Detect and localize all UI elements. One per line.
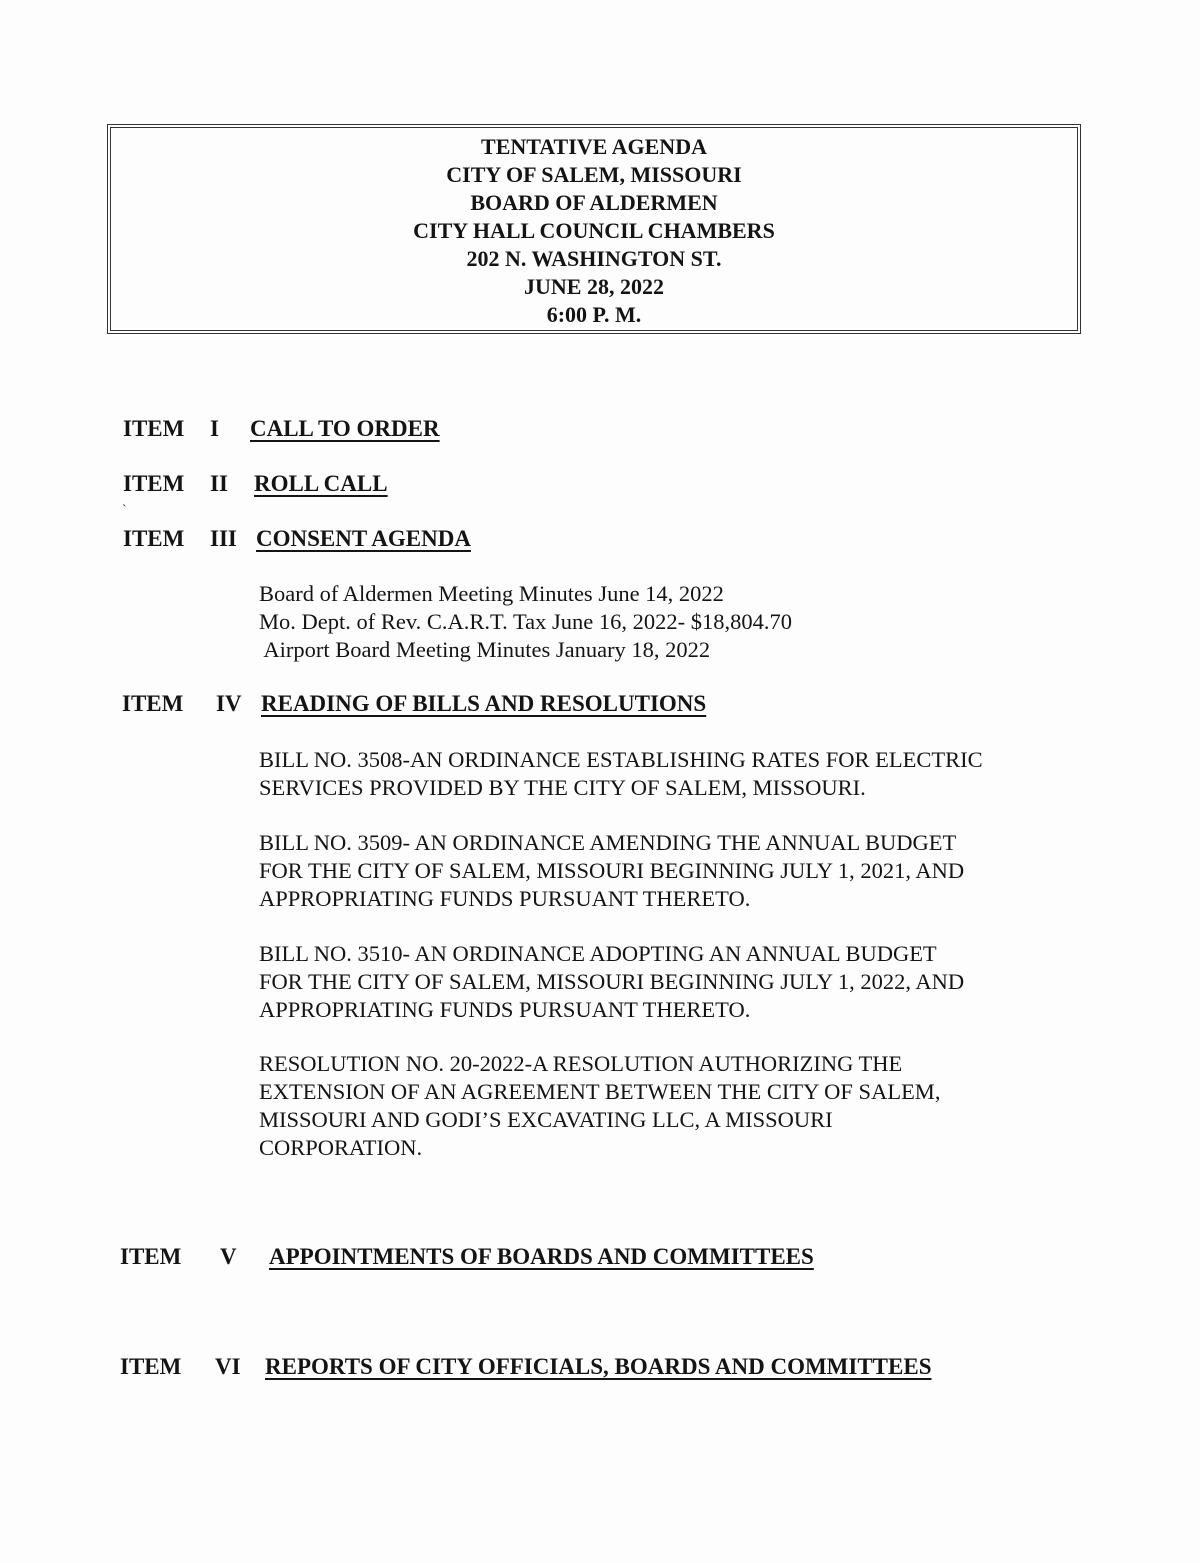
bill-line: BILL NO. 3509- AN ORDINANCE AMENDING THE ANNUAL BUDGET — [259, 830, 957, 855]
consent-agenda-list — [259, 580, 792, 664]
bill-3510 — [259, 940, 964, 1024]
resolution-20-2022 — [259, 1050, 940, 1162]
bill-line: APPROPRIATING FUNDS PURSUANT THERETO. — [259, 997, 751, 1022]
item-numeral: VI — [215, 1354, 241, 1379]
item-title: CALL TO ORDER — [250, 416, 440, 441]
resolution-line: EXTENSION OF AN AGREEMENT BETWEEN THE CITY OF SALEM, — [259, 1079, 941, 1104]
item-title: ROLL CALL — [254, 471, 388, 496]
item-numeral: III — [210, 526, 237, 551]
bill-line: SERVICES PROVIDED BY THE CITY OF SALEM, MISSOURI. — [259, 775, 866, 800]
bill-3509 — [259, 829, 964, 913]
resolution-line: MISSOURI AND GODI’S EXCAVATING LLC, A MISSOURI — [259, 1107, 833, 1132]
resolution-line: RESOLUTION NO. 20-2022-A RESOLUTION AUTHORIZING THE — [259, 1051, 903, 1076]
bill-line: BILL NO. 3510- AN ORDINANCE ADOPTING AN ANNUAL BUDGET — [259, 941, 937, 966]
header-title: TENTATIVE AGENDA — [481, 134, 707, 159]
item-label: ITEM — [120, 1354, 182, 1379]
header-board: BOARD OF ALDERMEN — [470, 190, 718, 215]
item-numeral: II — [210, 471, 228, 496]
item-title: REPORTS OF CITY OFFICIALS, BOARDS AND COMMITTEES — [265, 1354, 932, 1379]
item-label: ITEM — [122, 691, 184, 716]
item-label: ITEM — [123, 526, 185, 551]
stray-mark: ` — [122, 503, 127, 518]
header-venue: CITY HALL COUNCIL CHAMBERS — [413, 218, 775, 243]
consent-item: Airport Board Meeting Minutes January 18, 2022 — [259, 637, 711, 662]
item-label: ITEM — [123, 416, 185, 441]
item-numeral: IV — [216, 691, 242, 716]
item-numeral: V — [220, 1244, 237, 1269]
bill-3508 — [259, 746, 983, 802]
consent-item: Mo. Dept. of Rev. C.A.R.T. Tax June 16, 2022- $18,804.70 — [259, 609, 792, 634]
consent-item: Board of Aldermen Meeting Minutes June 14, 2022 — [259, 581, 724, 606]
item-label: ITEM — [123, 471, 185, 496]
bill-line: FOR THE CITY OF SALEM, MISSOURI BEGINNING JULY 1, 2022, AND — [259, 969, 965, 994]
header-city: CITY OF SALEM, MISSOURI — [446, 162, 742, 187]
bill-line: BILL NO. 3508-AN ORDINANCE ESTABLISHING RATES FOR ELECTRIC — [259, 747, 983, 772]
agenda-header-box — [107, 124, 1081, 334]
item-numeral: I — [210, 416, 219, 441]
header-address: 202 N. WASHINGTON ST. — [466, 246, 722, 271]
item-title: CONSENT AGENDA — [256, 526, 471, 551]
item-title: READING OF BILLS AND RESOLUTIONS — [261, 691, 707, 716]
item-title: APPOINTMENTS OF BOARDS AND COMMITTEES — [269, 1244, 814, 1269]
bill-line: APPROPRIATING FUNDS PURSUANT THERETO. — [259, 886, 751, 911]
item-label: ITEM — [120, 1244, 182, 1269]
bill-line: FOR THE CITY OF SALEM, MISSOURI BEGINNING JULY 1, 2021, AND — [259, 858, 965, 883]
resolution-line: CORPORATION. — [259, 1135, 423, 1160]
header-time: 6:00 P. M. — [546, 302, 642, 327]
header-date: JUNE 28, 2022 — [524, 274, 664, 299]
